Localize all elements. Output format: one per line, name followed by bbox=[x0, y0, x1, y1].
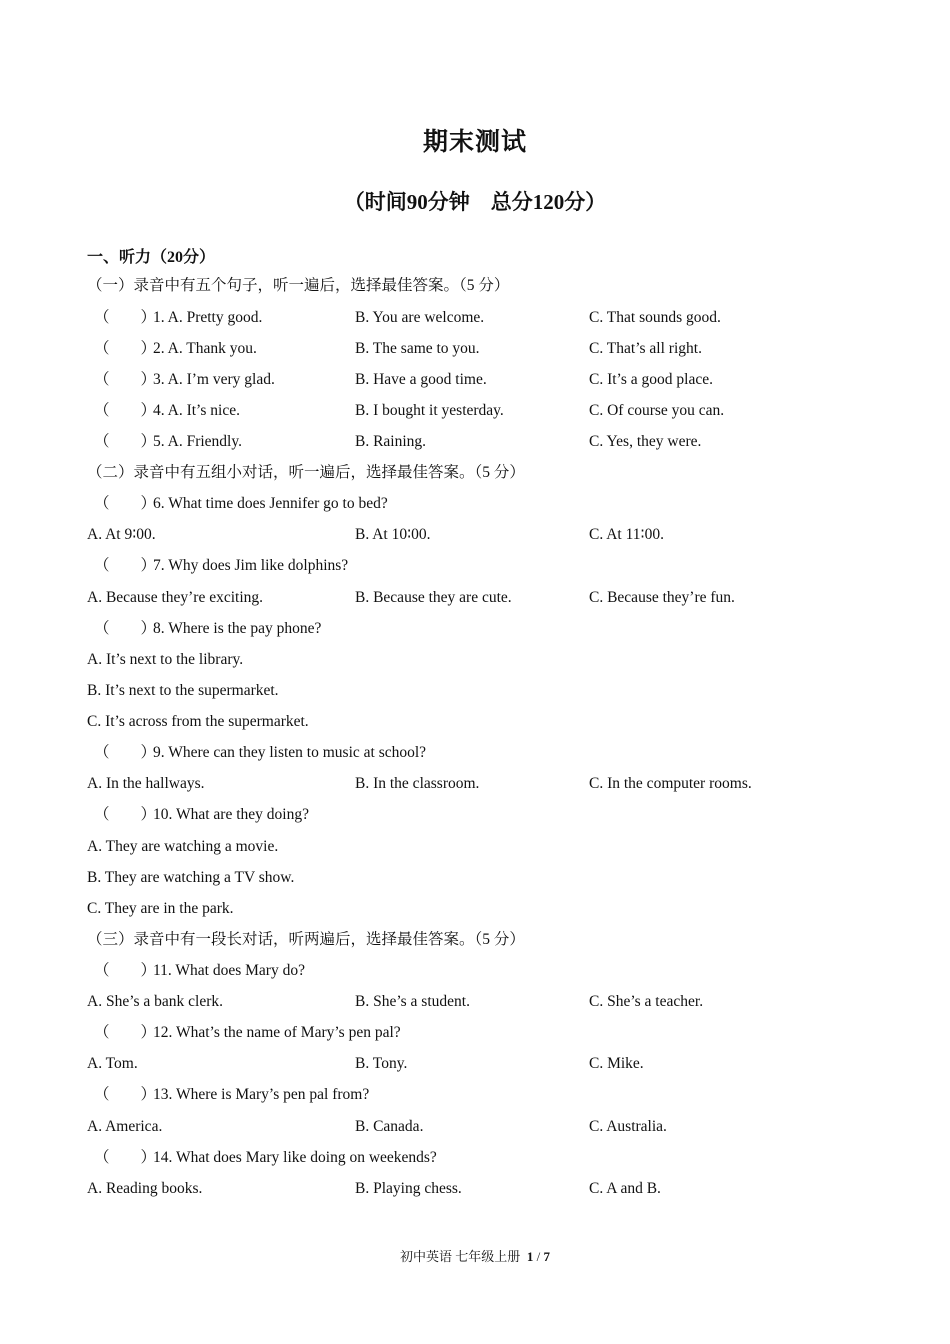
answer-blank[interactable]: （ ） bbox=[94, 433, 157, 450]
answer-blank[interactable]: （ ） bbox=[94, 1024, 157, 1041]
answer-blank[interactable]: （ ） bbox=[94, 744, 157, 761]
question-stem: （ ） 9. Where can they listen to music at school? bbox=[87, 742, 867, 764]
question-stem: （ ） 14. What does Mary like doing on weekends? bbox=[87, 1147, 867, 1169]
page-separator: / bbox=[536, 1249, 541, 1264]
options-row: A. At 9∶00. B. At 10∶00. C. At 11∶00. bbox=[87, 526, 664, 543]
question-stem: （ ） 7. Why does Jim like dolphins? bbox=[87, 555, 867, 577]
answer-blank[interactable]: （ ） bbox=[94, 1086, 157, 1103]
question-row: （ ） 5. A. Friendly. B. Raining. C. Yes, they were. bbox=[87, 431, 867, 453]
question-stem: （ ） 8. Where is the pay phone? bbox=[87, 618, 867, 640]
options-row: A. She’s a bank clerk. B. She’s a student. C. She’s a teacher. bbox=[87, 993, 704, 1010]
page-number: 1 bbox=[526, 1249, 534, 1264]
option: A. It’s next to the library. bbox=[87, 651, 244, 668]
exam-info: （时间90分钟 总分120分） bbox=[343, 190, 607, 214]
section-heading: 一、听力（20分） bbox=[87, 249, 216, 266]
options-row: A. Tom. B. Tony. C. Mike. bbox=[87, 1055, 644, 1072]
answer-blank[interactable]: （ ） bbox=[94, 620, 157, 637]
part-instruction: （三）录音中有一段长对话，听两遍后，选择最佳答案。（5 分） bbox=[87, 931, 525, 948]
question-stem: （ ） 10. What are they doing? bbox=[87, 804, 867, 826]
page-title: 期末测试 bbox=[422, 129, 527, 156]
option: C. It’s across from the supermarket. bbox=[87, 713, 309, 730]
question-row: （ ） 1. A. Pretty good. B. You are welcome. C. That sounds good. bbox=[87, 307, 867, 329]
part-instruction: （二）录音中有五组小对话，听一遍后，选择最佳答案。（5 分） bbox=[87, 464, 525, 481]
question-row: （ ） 3. A. I’m very glad. B. Have a good time. C. It’s a good place. bbox=[87, 369, 867, 391]
question-stem: （ ） 12. What’s the name of Mary’s pen pal? bbox=[87, 1022, 867, 1044]
options-row: A. Because they’re exciting. B. Because they are cute. C. Because they’re fun. bbox=[87, 589, 735, 606]
options-row: A. In the hallways. B. In the classroom. C. In the computer rooms. bbox=[87, 775, 752, 792]
question-stem: （ ） 6. What time does Jennifer go to bed? bbox=[87, 493, 867, 515]
answer-blank[interactable]: （ ） bbox=[94, 806, 157, 823]
answer-blank[interactable]: （ ） bbox=[94, 1149, 157, 1166]
question-row: （ ） 2. A. Thank you. B. The same to you. C. That’s all right. bbox=[87, 338, 867, 360]
options-row: A. America. B. Canada. C. Australia. bbox=[87, 1118, 667, 1135]
options-row: A. Reading books. B. Playing chess. C. A and B. bbox=[87, 1180, 661, 1197]
question-stem: （ ） 13. Where is Mary’s pen pal from? bbox=[87, 1084, 867, 1106]
answer-blank[interactable]: （ ） bbox=[94, 371, 157, 388]
question-stem: （ ） 11. What does Mary do? bbox=[87, 960, 867, 982]
answer-blank[interactable]: （ ） bbox=[94, 962, 157, 979]
option: A. They are watching a movie. bbox=[87, 838, 279, 855]
answer-blank[interactable]: （ ） bbox=[94, 340, 157, 357]
footer-course: 初中英语 七年级上册 bbox=[400, 1249, 521, 1264]
page-footer bbox=[0, 1246, 950, 1265]
answer-blank[interactable]: （ ） bbox=[94, 495, 157, 512]
answer-blank[interactable]: （ ） bbox=[94, 557, 157, 574]
page-total: 7 bbox=[543, 1249, 550, 1264]
answer-blank[interactable]: （ ） bbox=[94, 402, 157, 419]
question-row: （ ） 4. A. It’s nice. B. I bought it yesterday. C. Of course you can. bbox=[87, 400, 867, 422]
option: B. They are watching a TV show. bbox=[87, 869, 295, 886]
answer-blank[interactable]: （ ） bbox=[94, 309, 157, 326]
option: B. It’s next to the supermarket. bbox=[87, 682, 279, 699]
option: C. They are in the park. bbox=[87, 900, 234, 917]
part-instruction: （一）录音中有五个句子，听一遍后，选择最佳答案。（5 分） bbox=[87, 277, 510, 294]
